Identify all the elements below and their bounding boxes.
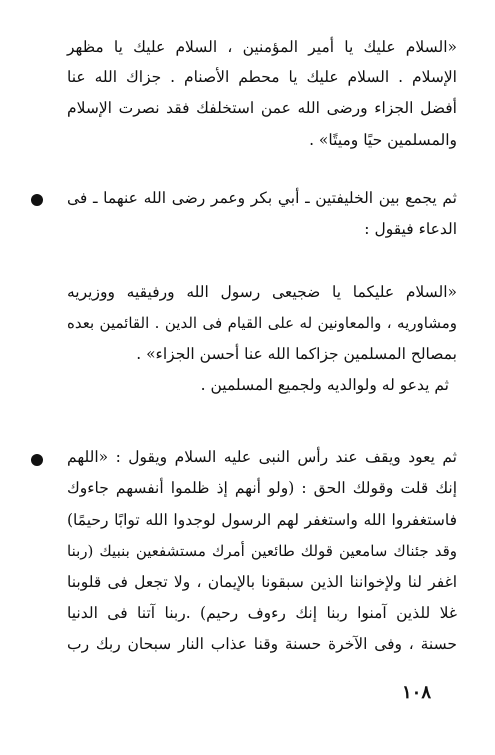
text-line: «السلام عليك يا أمير المؤمنين ، السلام عليك يا مظهر	[67, 38, 457, 56]
text-line: اغفر لنا ولإخواننا الذين سبقونا بالإيمان ، ولا تجعل فى قلوبنا	[67, 573, 457, 591]
text-line: وقد جئناك سامعين قولك طائعين أمرك مستشفعين بنبيك (ربنا	[67, 542, 457, 560]
bullet-icon	[31, 454, 43, 466]
text-line: الإسلام . السلام عليك يا محطم الأصنام . جزاك الله عنا	[67, 68, 457, 86]
page-number: ١٠٨	[402, 682, 432, 703]
text-line: فاستغفروا الله واستغفر لهم الرسول لوجدوا الله توابًا رحيمًا)	[67, 511, 457, 529]
text-line: «السلام عليكما يا ضجيعى رسول الله ورفيقيه ووزيريه	[67, 283, 457, 301]
text-line: ثم يدعو له ولوالديه ولجميع المسلمين .	[200, 376, 449, 394]
bullet-icon	[31, 194, 43, 206]
text-line: ثم يجمع بين الخليفتين ـ أبي بكر وعمر رضى الله عنهما ـ فى	[67, 189, 457, 207]
text-line: بمصالح المسلمين جزاكما الله عنا أحسن الجزاء» .	[136, 345, 457, 363]
text-line: والمسلمين حيًا وميتًا» .	[309, 131, 457, 149]
text-line: حسنة ، وفى الآخرة حسنة وقنا عذاب النار سبحان ربك رب	[67, 635, 457, 653]
text-line: ومشاوريه ، والمعاونين له على القيام فى الدين . القائمين بعده	[67, 314, 457, 332]
text-line: الدعاء فيقول :	[364, 220, 457, 238]
text-line: ثم يعود ويقف عند رأس النبى عليه السلام ويقول : «اللهم	[67, 448, 457, 466]
text-line: إنك قلت وقولك الحق : (ولو أنهم إذ ظلموا أنفسهم جاءوك	[67, 479, 457, 497]
text-line: غلا للذين آمنوا ربنا إنك رءوف رحيم) .ربنا آتنا فى الدنيا	[67, 604, 457, 622]
text-line: أفضل الجزاء ورضى الله عمن استخلفك فقد نصرت الإسلام	[67, 99, 457, 117]
